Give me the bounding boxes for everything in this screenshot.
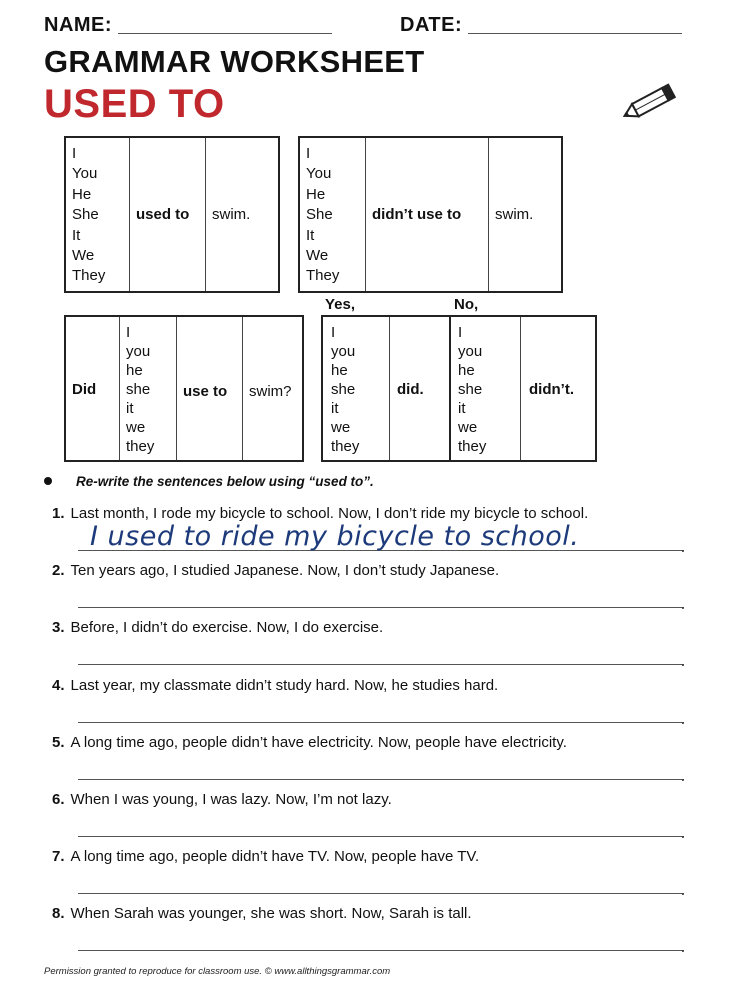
pronoun-item: he bbox=[331, 362, 348, 379]
date-field-line[interactable] bbox=[468, 33, 682, 34]
answer-line[interactable] bbox=[78, 779, 684, 780]
answer-line[interactable] bbox=[78, 607, 684, 608]
pronoun-item: We bbox=[306, 247, 329, 265]
pronoun-item: we bbox=[458, 419, 478, 436]
pronoun-item: They bbox=[72, 267, 106, 285]
example-answer: I used to ride my bicycle to school. bbox=[90, 521, 580, 552]
pronoun-list bbox=[306, 144, 339, 287]
answer-line[interactable] bbox=[78, 893, 684, 894]
question-text: A long time ago, people didn’t have TV. Now, people have TV. bbox=[70, 848, 480, 866]
pronoun-item: I bbox=[331, 324, 336, 341]
aux-column bbox=[66, 317, 120, 460]
question-item bbox=[52, 734, 567, 751]
question-item bbox=[52, 505, 588, 522]
verb-used-to: used to bbox=[136, 206, 190, 223]
question-number: 2. bbox=[52, 562, 65, 580]
pronoun-list bbox=[126, 323, 154, 456]
yes-verb-column bbox=[390, 317, 451, 460]
pronoun-item: it bbox=[126, 400, 134, 417]
question-text: Last month, I rode my bicycle to school. Now, I don’t ride my bicycle to school. bbox=[70, 505, 589, 522]
answer-line-period: . bbox=[681, 882, 685, 899]
question-number: 4. bbox=[52, 676, 65, 694]
verb-column bbox=[366, 138, 489, 291]
question-number: 6. bbox=[52, 791, 65, 808]
question-text: Last year, my classmate didn’t study hard. Now, he studies hard. bbox=[70, 676, 499, 694]
pronoun-item: I bbox=[72, 145, 77, 162]
no-verb-column bbox=[521, 317, 595, 460]
question-item bbox=[52, 619, 383, 636]
verb-column bbox=[177, 317, 243, 460]
date-label: DATE: bbox=[400, 14, 463, 36]
base-column bbox=[243, 317, 302, 460]
pronoun-item: He bbox=[306, 185, 326, 203]
pronoun-item: we bbox=[331, 419, 351, 436]
pronoun-list bbox=[72, 144, 105, 287]
negative-table bbox=[298, 136, 563, 293]
pronoun-item: she bbox=[126, 381, 151, 398]
question-number: 5. bbox=[52, 733, 65, 751]
pronoun-item: She bbox=[306, 206, 333, 224]
question-item bbox=[52, 791, 392, 808]
affirmative-table bbox=[64, 136, 280, 293]
pronoun-item: We bbox=[72, 247, 95, 265]
verb-didnt-use-to: didn’t use to bbox=[372, 206, 462, 223]
question-text: Ten years ago, I studied Japanese. Now, I don’t study Japanese. bbox=[70, 562, 500, 580]
footer-credit: Permission granted to reproduce for classroom use. © www.allthingsgrammar.com bbox=[44, 966, 391, 977]
pronoun-item: you bbox=[331, 343, 356, 360]
pronoun-column bbox=[120, 317, 177, 460]
pronoun-item: I bbox=[126, 324, 131, 341]
question-number: 7. bbox=[52, 848, 65, 866]
pronoun-item: They bbox=[306, 267, 340, 285]
pencil-icon bbox=[620, 82, 678, 126]
question-number: 8. bbox=[52, 905, 65, 923]
pronoun-item: she bbox=[331, 381, 356, 398]
no-label: No, bbox=[454, 296, 479, 313]
pronoun-item: she bbox=[458, 381, 483, 398]
base-verb: swim? bbox=[249, 383, 292, 400]
pronoun-item: you bbox=[458, 343, 483, 360]
pronoun-item: It bbox=[72, 226, 81, 244]
bullet-icon bbox=[44, 477, 52, 485]
answer-line[interactable] bbox=[78, 836, 684, 837]
question-text: When I was young, I was lazy. Now, I’m not lazy. bbox=[70, 791, 392, 808]
yes-verb: did. bbox=[397, 381, 424, 398]
question-text: A long time ago, people didn’t have electricity. Now, people have electricity. bbox=[70, 733, 567, 751]
pronoun-item: he bbox=[458, 362, 475, 379]
question-item bbox=[52, 905, 472, 922]
pronoun-item: He bbox=[72, 185, 92, 203]
pronoun-column bbox=[300, 138, 366, 291]
pronoun-item: It bbox=[306, 226, 315, 244]
question-item bbox=[52, 848, 479, 865]
question-table bbox=[64, 315, 304, 462]
no-verb: didn’t. bbox=[529, 381, 574, 398]
pronoun-item: it bbox=[331, 400, 339, 417]
question-number: 1. bbox=[52, 505, 65, 522]
pronoun-item: You bbox=[306, 165, 332, 183]
pronoun-item: You bbox=[72, 165, 98, 183]
name-label: NAME: bbox=[44, 14, 113, 36]
yes-pronoun-list bbox=[331, 323, 359, 456]
answer-line-period: . bbox=[681, 939, 685, 956]
verb-use-to: use to bbox=[183, 383, 228, 400]
question-number: 3. bbox=[52, 619, 65, 637]
page-title: GRAMMAR WORKSHEET bbox=[44, 44, 425, 79]
short-answer-table bbox=[321, 315, 597, 462]
question-item bbox=[52, 562, 499, 579]
base-verb: swim. bbox=[212, 206, 251, 223]
pronoun-column bbox=[66, 138, 130, 291]
answer-line[interactable] bbox=[78, 722, 684, 723]
page-subtitle: USED TO bbox=[44, 82, 225, 126]
pronoun-item: you bbox=[126, 343, 151, 360]
question-item bbox=[52, 677, 498, 694]
answer-line-period: . bbox=[681, 539, 685, 555]
base-column bbox=[206, 138, 278, 291]
verb-column bbox=[130, 138, 206, 291]
answer-line[interactable] bbox=[78, 664, 684, 665]
name-field-line[interactable] bbox=[118, 33, 332, 34]
answer-line-period: . bbox=[681, 596, 685, 613]
yes-pronoun-column bbox=[323, 317, 390, 460]
base-column bbox=[489, 138, 561, 291]
pronoun-item: I bbox=[458, 324, 463, 341]
pronoun-item: I bbox=[306, 145, 311, 162]
base-verb: swim. bbox=[495, 206, 534, 223]
pronoun-item: She bbox=[72, 206, 99, 224]
pronoun-item: they bbox=[458, 438, 487, 455]
no-pronoun-column bbox=[451, 317, 521, 460]
instruction-text: Re-write the sentences below using “used to”. bbox=[76, 474, 374, 489]
pronoun-item: they bbox=[331, 438, 360, 455]
question-text: Before, I didn’t do exercise. Now, I do exercise. bbox=[70, 619, 384, 637]
question-text: When Sarah was younger, she was short. Now, Sarah is tall. bbox=[70, 905, 472, 923]
pronoun-item: they bbox=[126, 438, 155, 455]
answer-line-period: . bbox=[681, 767, 685, 784]
no-pronoun-list bbox=[458, 323, 486, 456]
aux-did: Did bbox=[72, 381, 97, 398]
pronoun-item: he bbox=[126, 362, 143, 379]
answer-line[interactable] bbox=[78, 950, 684, 951]
answer-line-period: . bbox=[681, 825, 685, 841]
yes-label: Yes, bbox=[325, 296, 356, 313]
pronoun-item: we bbox=[126, 419, 146, 436]
pronoun-item: it bbox=[458, 400, 466, 417]
answer-line-period: . bbox=[681, 710, 685, 727]
answer-line-period: . bbox=[681, 653, 685, 670]
